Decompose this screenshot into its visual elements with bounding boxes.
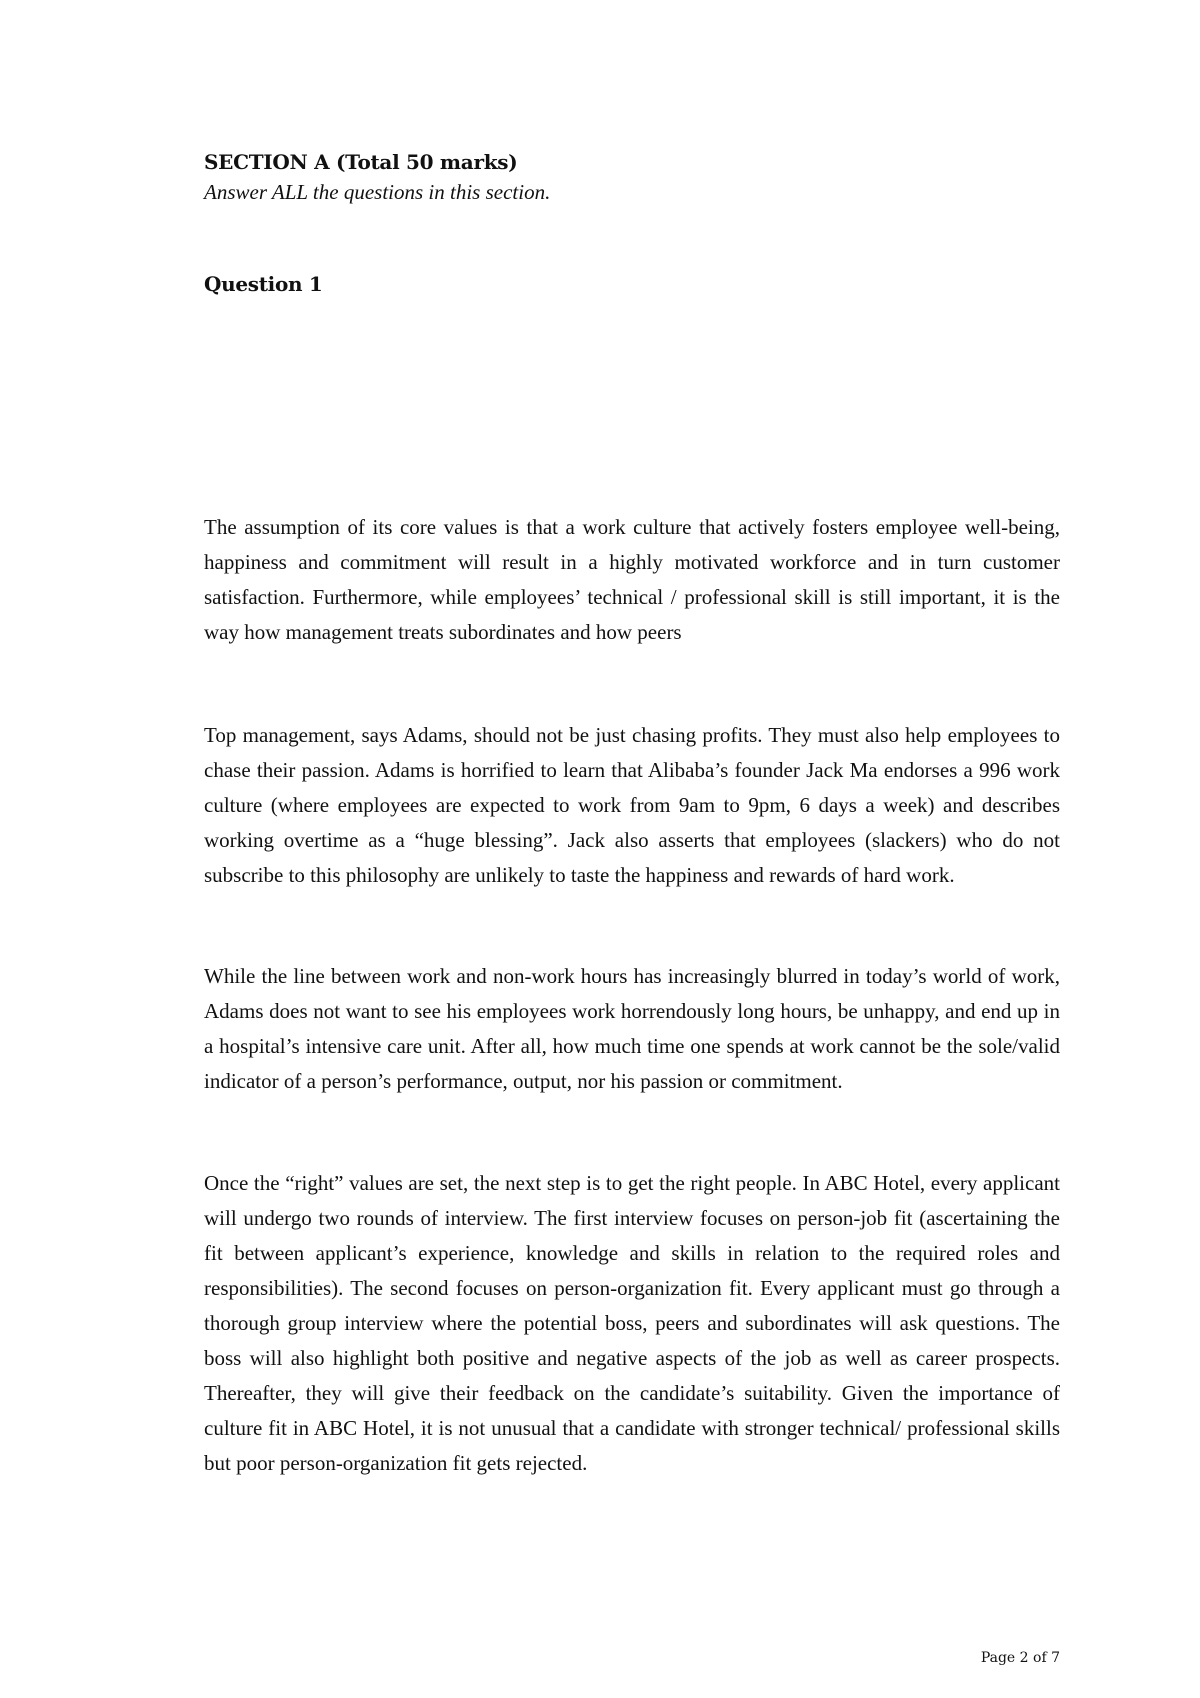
page-number: Page 2 of 7 (980, 1650, 1060, 1666)
paragraph-work-hours: While the line between work and non-work hours has increasingly blurred in today’s world of work, Adams does not want to see his employees work horrendously long hours, be unhappy, and end up in a hospital’s intensive care unit. After all, how much time one spends at work cannot be the sole/valid indicator of a person’s performance, output, nor his passion or commitment. (204, 964, 1060, 1093)
paragraph-hiring-process: Once the “right” values are set, the next step is to get the right people. In ABC Hotel, every applicant will undergo two rounds of interview. The first interview focuses on person-job fit (ascertaining the fit between applicant’s experience, knowledge and skills in relation to the required roles and responsibilities). The second focuses on person-organization fit. Every applicant must go through a thorough group interview where the potential boss, peers and subordinates will ask questions. The boss will also highlight both positive and negative aspects of the job as well as career prospects. Thereafter, they will give their feedback on the candidate’s suitability. Given the importance of culture fit in ABC Hotel, it is not unusual that a candidate with stronger technical/ professional skills but poor person-organization fit gets rejected. (204, 1171, 1060, 1475)
section-instruction: Answer ALL the questions in this section. (204, 180, 551, 204)
paragraph-core-values: The assumption of its core values is that a work culture that actively fosters employee well-being, happiness and commitment will result in a highly motivated workforce and in turn customer satisfaction. Furthermore, while employees’ technical / professional skill is still important, it is the way how management treats subordinates and how peers (204, 515, 1060, 644)
paragraph-top-management: Top management, says Adams, should not be just chasing profits. They must also help employees to chase their passion. Adams is horrified to learn that Alibaba’s founder Jack Ma endorses a 996 work culture (where employees are expected to work from 9am to 9pm, 6 days a week) and describes working overtime as a “huge blessing”. Jack also asserts that employees (slackers) who do not subscribe to this philosophy are unlikely to taste the happiness and rewards of hard work. (204, 723, 1060, 887)
question-title: Question 1 (204, 272, 323, 296)
section-title: SECTION A (Total 50 marks) (204, 150, 518, 174)
